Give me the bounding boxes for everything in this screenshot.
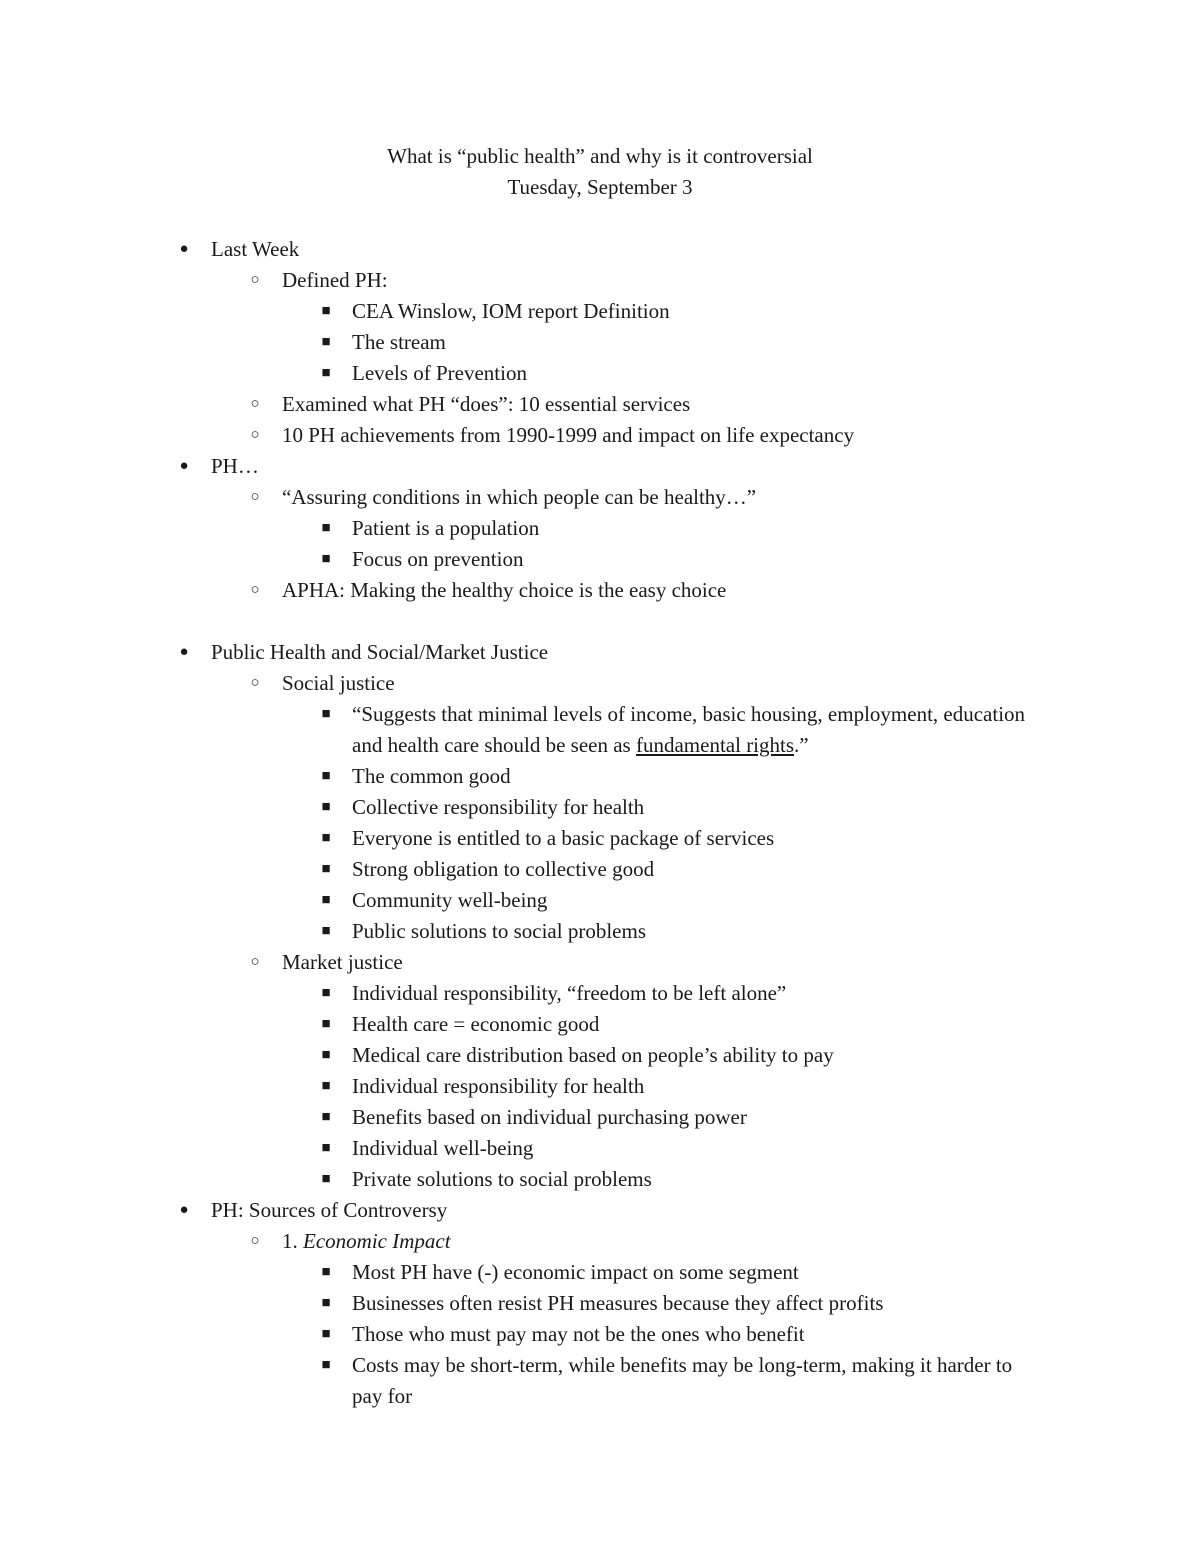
outline-detail-label: Benefits based on individual purchasing power	[352, 1105, 747, 1129]
square-bullet-icon: ■	[321, 830, 331, 846]
outline-detail-item	[0, 761, 1200, 792]
square-bullet-icon: ■	[321, 1295, 331, 1311]
outline	[0, 234, 1200, 1412]
outline-detail-item	[0, 854, 1200, 885]
outline-detail-label: Private solutions to social problems	[352, 1167, 652, 1191]
outline-subitem-market-justice	[0, 947, 1200, 978]
outline-detail-item	[0, 358, 1200, 389]
square-bullet-icon: ■	[321, 1016, 331, 1032]
outline-subitem-label: Defined PH:	[282, 268, 388, 292]
square-bullet-icon: ■	[321, 551, 331, 567]
outline-detail-label: Patient is a population	[352, 516, 540, 540]
square-bullet-icon: ■	[321, 799, 331, 815]
outline-subitem-label: Market justice	[282, 950, 403, 974]
square-bullet-icon: ■	[321, 985, 331, 1001]
outline-detail-label: Focus on prevention	[352, 547, 524, 571]
outline-detail-item	[0, 1350, 1200, 1412]
outline-detail-item	[0, 978, 1200, 1009]
outline-subitem-social-justice	[0, 668, 1200, 699]
outline-detail-quote	[0, 699, 1200, 761]
filled-circle-bullet-icon: ●	[179, 241, 189, 257]
outline-detail-item	[0, 544, 1200, 575]
spacer	[0, 203, 1200, 234]
hollow-circle-bullet-icon: ○	[250, 427, 260, 443]
outline-detail-label: The common good	[352, 764, 511, 788]
outline-detail-label: Public solutions to social problems	[352, 919, 646, 943]
square-bullet-icon: ■	[321, 1078, 331, 1094]
square-bullet-icon: ■	[321, 892, 331, 908]
outline-detail-item	[0, 823, 1200, 854]
square-bullet-icon: ■	[321, 706, 331, 722]
outline-detail-item	[0, 1133, 1200, 1164]
square-bullet-icon: ■	[321, 1047, 331, 1063]
outline-subitem-apha	[0, 575, 1200, 606]
outline-subitem-examined	[0, 389, 1200, 420]
outline-subitem-label: 10 PH achievements from 1990-1999 and impact on life expectancy	[282, 423, 855, 447]
outline-item-label: PH…	[211, 454, 259, 478]
square-bullet-icon: ■	[321, 1326, 331, 1342]
outline-detail-label: Collective responsibility for health	[352, 795, 645, 819]
square-bullet-icon: ■	[321, 1357, 331, 1373]
document-date: Tuesday, September 3	[507, 175, 693, 199]
outline-subitem-economic-impact	[0, 1226, 1200, 1257]
hollow-circle-bullet-icon: ○	[250, 1233, 260, 1249]
outline-detail-item	[0, 1071, 1200, 1102]
document-header	[0, 141, 1200, 203]
outline-detail-item	[0, 916, 1200, 947]
outline-detail-label: Most PH have (-) economic impact on some segment	[352, 1260, 799, 1284]
square-bullet-icon: ■	[321, 1109, 331, 1125]
filled-circle-bullet-icon: ●	[179, 644, 189, 660]
square-bullet-icon: ■	[321, 303, 331, 319]
hollow-circle-bullet-icon: ○	[250, 396, 260, 412]
outline-detail-item	[0, 1319, 1200, 1350]
quote-text-end: .”	[794, 733, 809, 757]
outline-subitem-label: APHA: Making the healthy choice is the easy choice	[282, 578, 727, 602]
square-bullet-icon: ■	[321, 334, 331, 350]
outline-detail-item	[0, 1257, 1200, 1288]
square-bullet-icon: ■	[321, 1140, 331, 1156]
outline-detail-item	[0, 1164, 1200, 1195]
hollow-circle-bullet-icon: ○	[250, 675, 260, 691]
square-bullet-icon: ■	[321, 520, 331, 536]
outline-subitem-label: Economic Impact	[303, 1229, 451, 1253]
outline-detail-label: Levels of Prevention	[352, 361, 527, 385]
outline-detail-label: Strong obligation to collective good	[352, 857, 655, 881]
outline-detail-label: Individual responsibility, “freedom to be left alone”	[352, 981, 787, 1005]
outline-item-ph	[0, 451, 1200, 482]
outline-subitem-label: “Assuring conditions in which people can be healthy…”	[282, 485, 757, 509]
outline-detail-item	[0, 885, 1200, 916]
outline-detail-label: Individual responsibility for health	[352, 1074, 645, 1098]
blank-line	[0, 606, 1200, 637]
filled-circle-bullet-icon: ●	[179, 1202, 189, 1218]
hollow-circle-bullet-icon: ○	[250, 272, 260, 288]
outline-detail-label: Costs may be short-term, while benefits may be long-term, making it harder to pay for	[352, 1353, 1013, 1408]
outline-detail-item	[0, 296, 1200, 327]
outline-detail-item	[0, 513, 1200, 544]
outline-detail-label: Individual well-being	[352, 1136, 534, 1160]
square-bullet-icon: ■	[321, 1264, 331, 1280]
outline-detail-label: Everyone is entitled to a basic package of services	[352, 826, 775, 850]
document-title: What is “public health” and why is it controversial	[387, 144, 813, 168]
outline-item-label: Last Week	[211, 237, 300, 261]
outline-subitem-label: Examined what PH “does”: 10 essential services	[282, 392, 691, 416]
quote-text-start: “Suggests that minimal levels of income, basic housing, employment, education and health care should be seen as	[352, 702, 1026, 757]
square-bullet-icon: ■	[321, 861, 331, 877]
square-bullet-icon: ■	[321, 365, 331, 381]
outline-detail-label: Medical care distribution based on people’s ability to pay	[352, 1043, 834, 1067]
outline-subitem-defined-ph	[0, 265, 1200, 296]
outline-detail-label: Those who must pay may not be the ones who benefit	[352, 1322, 805, 1346]
outline-detail-item	[0, 327, 1200, 358]
square-bullet-icon: ■	[321, 923, 331, 939]
outline-subitem-assuring	[0, 482, 1200, 513]
outline-detail-item	[0, 1288, 1200, 1319]
outline-item-last-week	[0, 234, 1200, 265]
outline-subitem-number: 1.	[282, 1229, 298, 1253]
quote-underlined-text: fundamental rights	[635, 733, 795, 757]
outline-item-justice	[0, 637, 1200, 668]
outline-detail-label: Businesses often resist PH measures because they affect profits	[352, 1291, 884, 1315]
outline-detail-item	[0, 1102, 1200, 1133]
outline-detail-item	[0, 1040, 1200, 1071]
square-bullet-icon: ■	[321, 768, 331, 784]
outline-subitem-label: Social justice	[282, 671, 395, 695]
outline-detail-label: Health care = economic good	[352, 1012, 600, 1036]
filled-circle-bullet-icon: ●	[179, 458, 189, 474]
outline-detail-label: Community well-being	[352, 888, 548, 912]
outline-item-label: Public Health and Social/Market Justice	[211, 640, 549, 664]
outline-detail-label: The stream	[352, 330, 446, 354]
outline-detail-item	[0, 1009, 1200, 1040]
outline-item-label: PH: Sources of Controversy	[211, 1198, 448, 1222]
outline-detail-item	[0, 792, 1200, 823]
hollow-circle-bullet-icon: ○	[250, 582, 260, 598]
hollow-circle-bullet-icon: ○	[250, 954, 260, 970]
outline-item-controversy	[0, 1195, 1200, 1226]
outline-subitem-achievements	[0, 420, 1200, 451]
square-bullet-icon: ■	[321, 1171, 331, 1187]
hollow-circle-bullet-icon: ○	[250, 489, 260, 505]
outline-detail-label: CEA Winslow, IOM report Definition	[352, 299, 670, 323]
